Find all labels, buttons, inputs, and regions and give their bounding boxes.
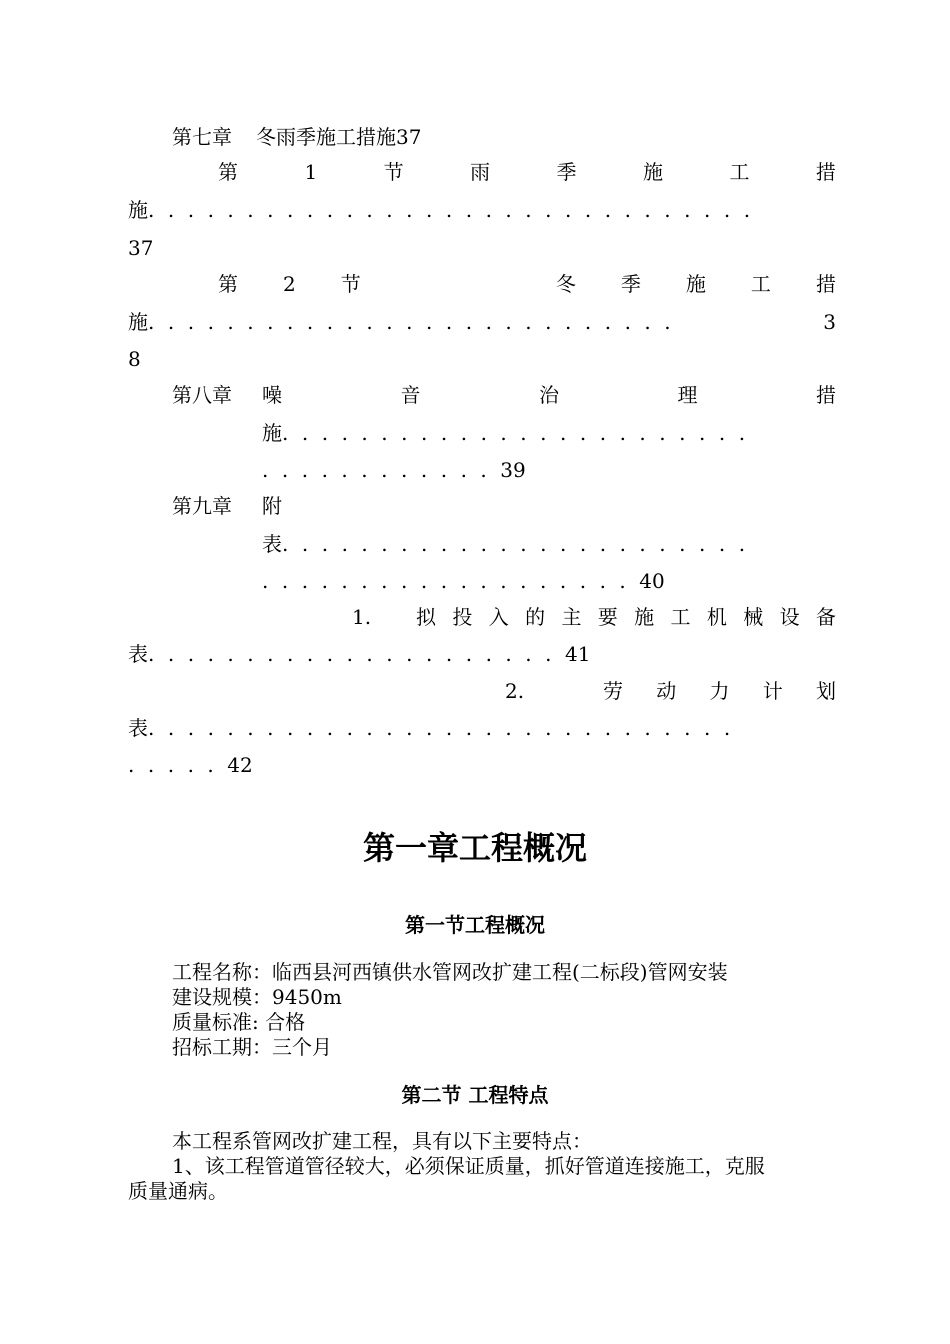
toc-page-part: 3 xyxy=(823,310,836,334)
toc-attachment-2-leader xyxy=(128,716,744,740)
toc-word: 治 xyxy=(539,383,559,407)
toc-page: 40 xyxy=(639,569,665,593)
toc-word: 音 xyxy=(400,383,421,407)
toc-chapter-8-label: 第八章 xyxy=(172,383,232,407)
toc-section-1-page: 37 xyxy=(128,236,154,260)
toc-word: 季 xyxy=(556,160,577,184)
section-2-title: 第二节 工程特点 xyxy=(401,1083,549,1107)
toc-chapter-9-leader xyxy=(262,532,759,556)
toc-word: 1 xyxy=(304,160,318,184)
toc-word: 第 xyxy=(218,272,238,296)
toc-chapter-8-page-line xyxy=(262,458,526,482)
toc-page: 41 xyxy=(565,642,591,666)
toc-word: 主 xyxy=(561,605,582,629)
section-1-title: 第一节工程概况 xyxy=(405,913,545,937)
toc-word: 施 xyxy=(128,310,148,334)
toc-dot-leader: ........................ xyxy=(282,421,759,445)
toc-section-2-justified xyxy=(218,272,836,296)
toc-word: 劳 xyxy=(603,679,623,703)
toc-page: 39 xyxy=(500,458,526,482)
toc-word: 冬 xyxy=(555,272,576,296)
toc-word: 措 xyxy=(816,383,836,407)
toc-word: 械 xyxy=(743,605,764,629)
toc-word: 第 xyxy=(218,160,238,184)
toc-dot-leader: ..................... xyxy=(148,642,566,666)
toc-word: 措 xyxy=(815,272,836,296)
toc-page: 42 xyxy=(227,753,253,777)
section-2-item-1-cont: 质量通病。 xyxy=(128,1179,228,1203)
toc-attachment-2-page-line xyxy=(128,753,253,777)
section-2-item-1: 1、该工程管道管径较大，必须保证质量，抓好管道连接施工，克服 xyxy=(172,1154,765,1178)
toc-attachment-1-justified xyxy=(416,605,836,629)
toc-word: 设 xyxy=(779,605,800,629)
toc-word: 备 xyxy=(815,605,836,629)
toc-word: 施 xyxy=(643,160,663,184)
toc-attachment-2-justified xyxy=(603,679,836,703)
toc-dot-leader: ................... xyxy=(262,569,640,593)
toc-attachment-1-number: 1. xyxy=(352,605,372,629)
toc-chapter-8-justified xyxy=(262,383,836,407)
toc-word: 力 xyxy=(709,679,730,703)
toc-word: 噪 xyxy=(262,383,282,407)
toc-chapter-8-leader xyxy=(262,421,759,445)
toc-word: 理 xyxy=(677,383,698,407)
toc-word: 节 xyxy=(340,272,361,296)
toc-word: 计 xyxy=(762,679,783,703)
toc-word: 表 xyxy=(128,716,148,740)
toc-word: 要 xyxy=(597,605,618,629)
toc-word: 的 xyxy=(525,605,546,629)
toc-word: 机 xyxy=(706,605,727,629)
toc-word: 雨 xyxy=(470,160,491,184)
toc-word: 施 xyxy=(634,605,655,629)
toc-dot-leader: ............ xyxy=(262,458,501,482)
toc-word: 施 xyxy=(685,272,706,296)
toc-word: 措 xyxy=(815,160,836,184)
toc-chapter-9-title: 附 xyxy=(262,494,282,518)
toc-word: 动 xyxy=(656,679,677,703)
toc-section-1-leader xyxy=(128,198,764,222)
toc-word: 工 xyxy=(670,605,691,629)
toc-word: 划 xyxy=(816,679,836,703)
section-2-intro: 本工程系管网改扩建工程，具有以下主要特点： xyxy=(172,1129,592,1153)
toc-word: 节 xyxy=(383,160,404,184)
toc-chapter-7 xyxy=(172,125,421,149)
project-scale-line: 建设规模：9450m xyxy=(172,985,342,1009)
toc-word: 施 xyxy=(128,198,148,222)
toc-dot-leader: ..... xyxy=(128,753,228,777)
toc-attachment-1-leader xyxy=(128,642,590,666)
toc-word: 季 xyxy=(620,272,641,296)
toc-chapter-9-page-line xyxy=(262,569,665,593)
chapter-title: 第一章工程概况 xyxy=(362,829,587,867)
toc-word: 表 xyxy=(128,642,148,666)
toc-attachment-2-number: 2. xyxy=(505,679,525,703)
toc-word: 投 xyxy=(452,605,473,629)
quality-standard-line: 质量标准: 合格 xyxy=(172,1010,306,1034)
toc-word: 工 xyxy=(729,160,750,184)
toc-word: 2 xyxy=(283,272,296,296)
toc-chapter-7-page: 37 xyxy=(396,125,422,149)
toc-word: 拟 xyxy=(416,605,436,629)
toc-chapter-7-label: 第七章 xyxy=(172,125,232,149)
toc-dot-leader: ........................... xyxy=(148,310,685,334)
toc-chapter-7-title: 冬雨季施工措施 xyxy=(256,125,396,149)
toc-word: 表 xyxy=(262,532,282,556)
toc-word: 施 xyxy=(262,421,282,445)
bid-duration-line: 招标工期：三个月 xyxy=(172,1035,332,1059)
toc-section-2-leader xyxy=(128,310,836,334)
project-name-line: 工程名称：临西县河西镇供水管网改扩建工程(二标段)管网安装 xyxy=(172,960,728,984)
toc-dot-leader: .............................. xyxy=(148,716,744,740)
toc-chapter-9-label: 第九章 xyxy=(172,494,232,518)
toc-section-1-justified xyxy=(218,160,836,184)
toc-section-2-page: 8 xyxy=(128,347,141,371)
toc-dot-leader: ............................... xyxy=(148,198,764,222)
toc-word: 入 xyxy=(488,605,509,629)
toc-dot-leader: ........................ xyxy=(282,532,759,556)
toc-word: 工 xyxy=(750,272,771,296)
